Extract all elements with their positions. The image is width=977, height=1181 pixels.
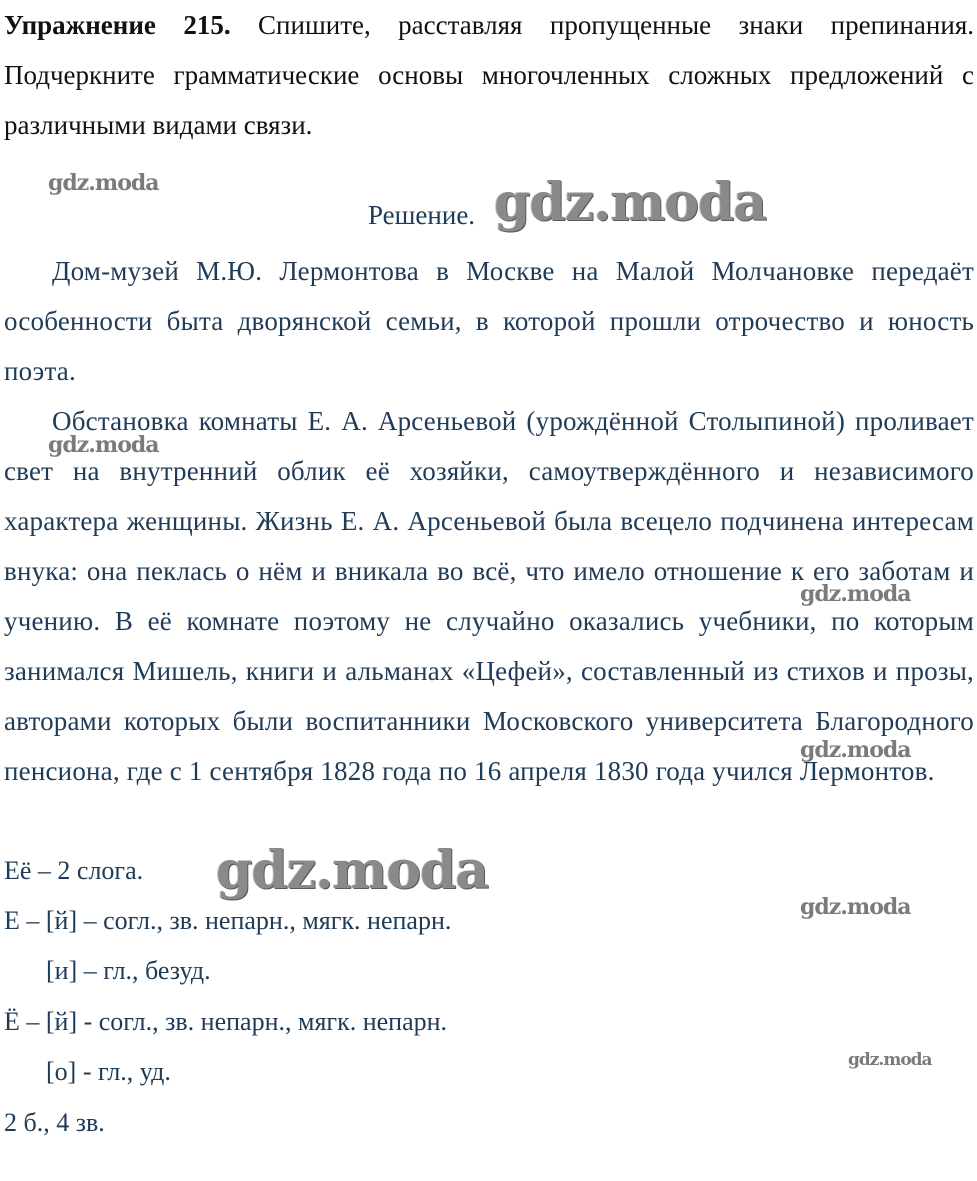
watermark-logo: gdz.moda — [48, 170, 159, 196]
watermark-logo: gdz.moda — [800, 737, 911, 763]
exercise-number: Упражнение 215. — [4, 10, 231, 40]
watermark-logo-large: gdz.moda — [494, 172, 767, 233]
phonetic-line-4: Ё – [й] - согл., зв. непарн., мягк. непарн. — [4, 1007, 448, 1036]
watermark-logo: gdz.moda — [848, 1050, 932, 1070]
phonetic-line-5: [о] - гл., уд. — [46, 1057, 171, 1086]
solution-heading: Решение. — [368, 200, 476, 230]
exercise-task — [4, 0, 974, 150]
phonetic-line-6: 2 б., 4 зв. — [4, 1108, 105, 1137]
exercise-instruction: Спишите, расставляя пропущенные знаки препинания. Подчеркните грамматические основы многочленных сложных предложений с различными видами связи. — [4, 10, 974, 140]
solution-paragraph-1: Дом-музей М.Ю. Лермонтова в Москве на Малой Молчановке передаёт особенности быта дворянской семьи, в которой прошли отрочество и юность поэта. — [4, 256, 974, 386]
phonetic-line-1: Её – 2 слога. — [4, 856, 144, 885]
watermark-logo: gdz.moda — [800, 581, 911, 607]
watermark-logo: gdz.moda — [48, 432, 159, 458]
phonetic-line-3: [и] – гл., безуд. — [46, 956, 211, 985]
watermark-logo-large: gdz.moda — [216, 840, 489, 901]
phonetic-line-2: Е – [й] – согл., зв. непарн., мягк. непарн. — [4, 906, 452, 935]
watermark-logo: gdz.moda — [800, 894, 911, 920]
solution-paragraph-2: Обстановка комнаты Е. А. Арсеньевой (урождённой Столыпиной) проливает свет на внутренний облик её хозяйки, самоутверждённого и независимого характера женщины. Жизнь Е. А. Арсеньевой была всецело подчинена интересам внука: она пеклась о нём и вникала во всё, что имело отношение к его заботам и учению. В её комнате поэтому не случайно оказались учебники, по которым занимался Мишель, книги и альманах «Цефей», составленный из стихов и прозы, авторами которых были воспитанники Московского университета Благородного пенсиона, где с 1 сентября 1828 года по 16 апреля 1830 года учился Лермонтов. — [4, 406, 974, 786]
